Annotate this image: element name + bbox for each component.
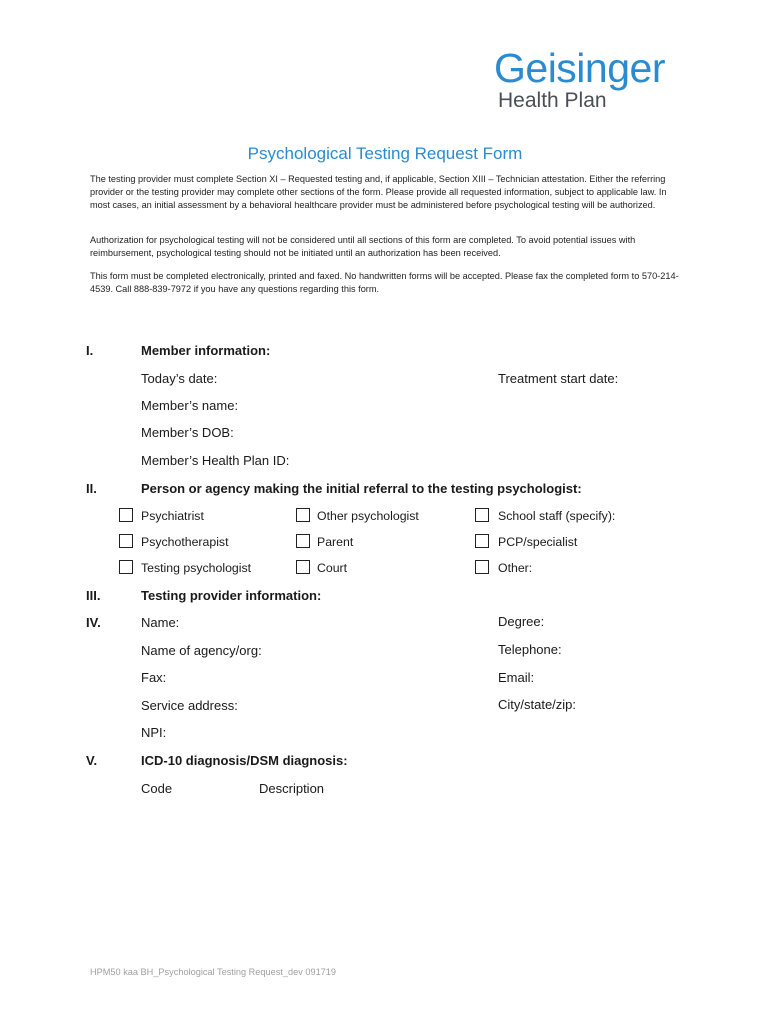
page-title: Psychological Testing Request Form [247,144,523,163]
checkbox-parent[interactable] [296,534,310,548]
section-3-numeral: III. [86,588,101,603]
option-psychiatrist-label: Psychiatrist [141,509,204,523]
member-name-label: Member’s name: [141,398,239,413]
checkbox-psychotherapist[interactable] [119,534,133,548]
option-school-staff-label: School staff (specify): [498,509,616,523]
logo-health-plan: Health Plan [498,89,607,112]
intro-paragraph-3: This form must be completed electronically, printed and faxed. No handwritten forms will be accepted. Please fax the completed form to 570-214-4539. Call 888-839-7972 if you have any questions regarding this form. [90,271,679,294]
treatment-start-date-label: Treatment start date: [498,371,619,386]
service-address-label: Service address: [141,698,238,713]
option-other-psychologist-label: Other psychologist [317,509,419,523]
diagnosis-description-label: Description [259,781,325,796]
option-testing-psychologist-label: Testing psychologist [141,561,252,575]
option-psychotherapist-label: Psychotherapist [141,535,229,549]
npi-label: NPI: [141,725,167,740]
member-dob-label: Member’s DOB: [141,425,234,440]
footer-document-id: HPM50 kaa BH_Psychological Testing Request_dev 091719 [90,967,337,977]
intro-paragraph-1: The testing provider must complete Section XI – Requested testing and, if applicable, Section XIII – Technician attestation. Either the referring provider or the testing provider may complete other sections of the form. Please provide all requested information, subject to applicable law. In most cases, an initial assessment by a behavioral healthcare provider must be administered before psychological testing will be authorized. [90,174,667,210]
member-id-label: Member’s Health Plan ID: [141,453,290,468]
section-2-numeral: II. [86,481,97,496]
checkbox-pcp-specialist[interactable] [475,534,489,548]
checkbox-other[interactable] [475,560,489,574]
fax-label: Fax: [141,670,167,685]
section-1-heading: Member information: [141,343,271,358]
checkbox-school-staff[interactable] [475,508,489,522]
city-state-zip-label: City/state/zip: [498,697,577,712]
checkbox-other-psychologist[interactable] [296,508,310,522]
todays-date-label: Today’s date: [141,371,218,386]
provider-name-label: Name: [141,615,180,630]
section-4-numeral: IV. [86,615,101,630]
section-2-heading: Person or agency making the initial referral to the testing psychologist: [141,481,582,496]
option-court-label: Court [317,561,348,575]
section-1-numeral: I. [86,343,94,358]
email-label: Email: [498,670,535,685]
option-pcp-specialist-label: PCP/specialist [498,535,578,549]
agency-name-label: Name of agency/org: [141,643,262,658]
degree-label: Degree: [498,614,545,629]
section-3-heading: Testing provider information: [141,588,322,603]
checkbox-psychiatrist[interactable] [119,508,133,522]
intro-paragraph-2: Authorization for psychological testing will not be considered until all sections of this form are completed. To avoid potential issues with reimbursement, psychological testing should not be initiated until an authorization has been received. [90,235,636,258]
option-other-label: Other: [498,561,533,575]
logo-geisinger: Geisinger [494,45,665,91]
section-5-heading: ICD-10 diagnosis/DSM diagnosis: [141,753,348,768]
telephone-label: Telephone: [498,642,562,657]
checkbox-testing-psychologist[interactable] [119,560,133,574]
checkbox-court[interactable] [296,560,310,574]
section-5-numeral: V. [86,753,98,768]
option-parent-label: Parent [317,535,354,549]
diagnosis-code-label: Code [141,781,173,796]
